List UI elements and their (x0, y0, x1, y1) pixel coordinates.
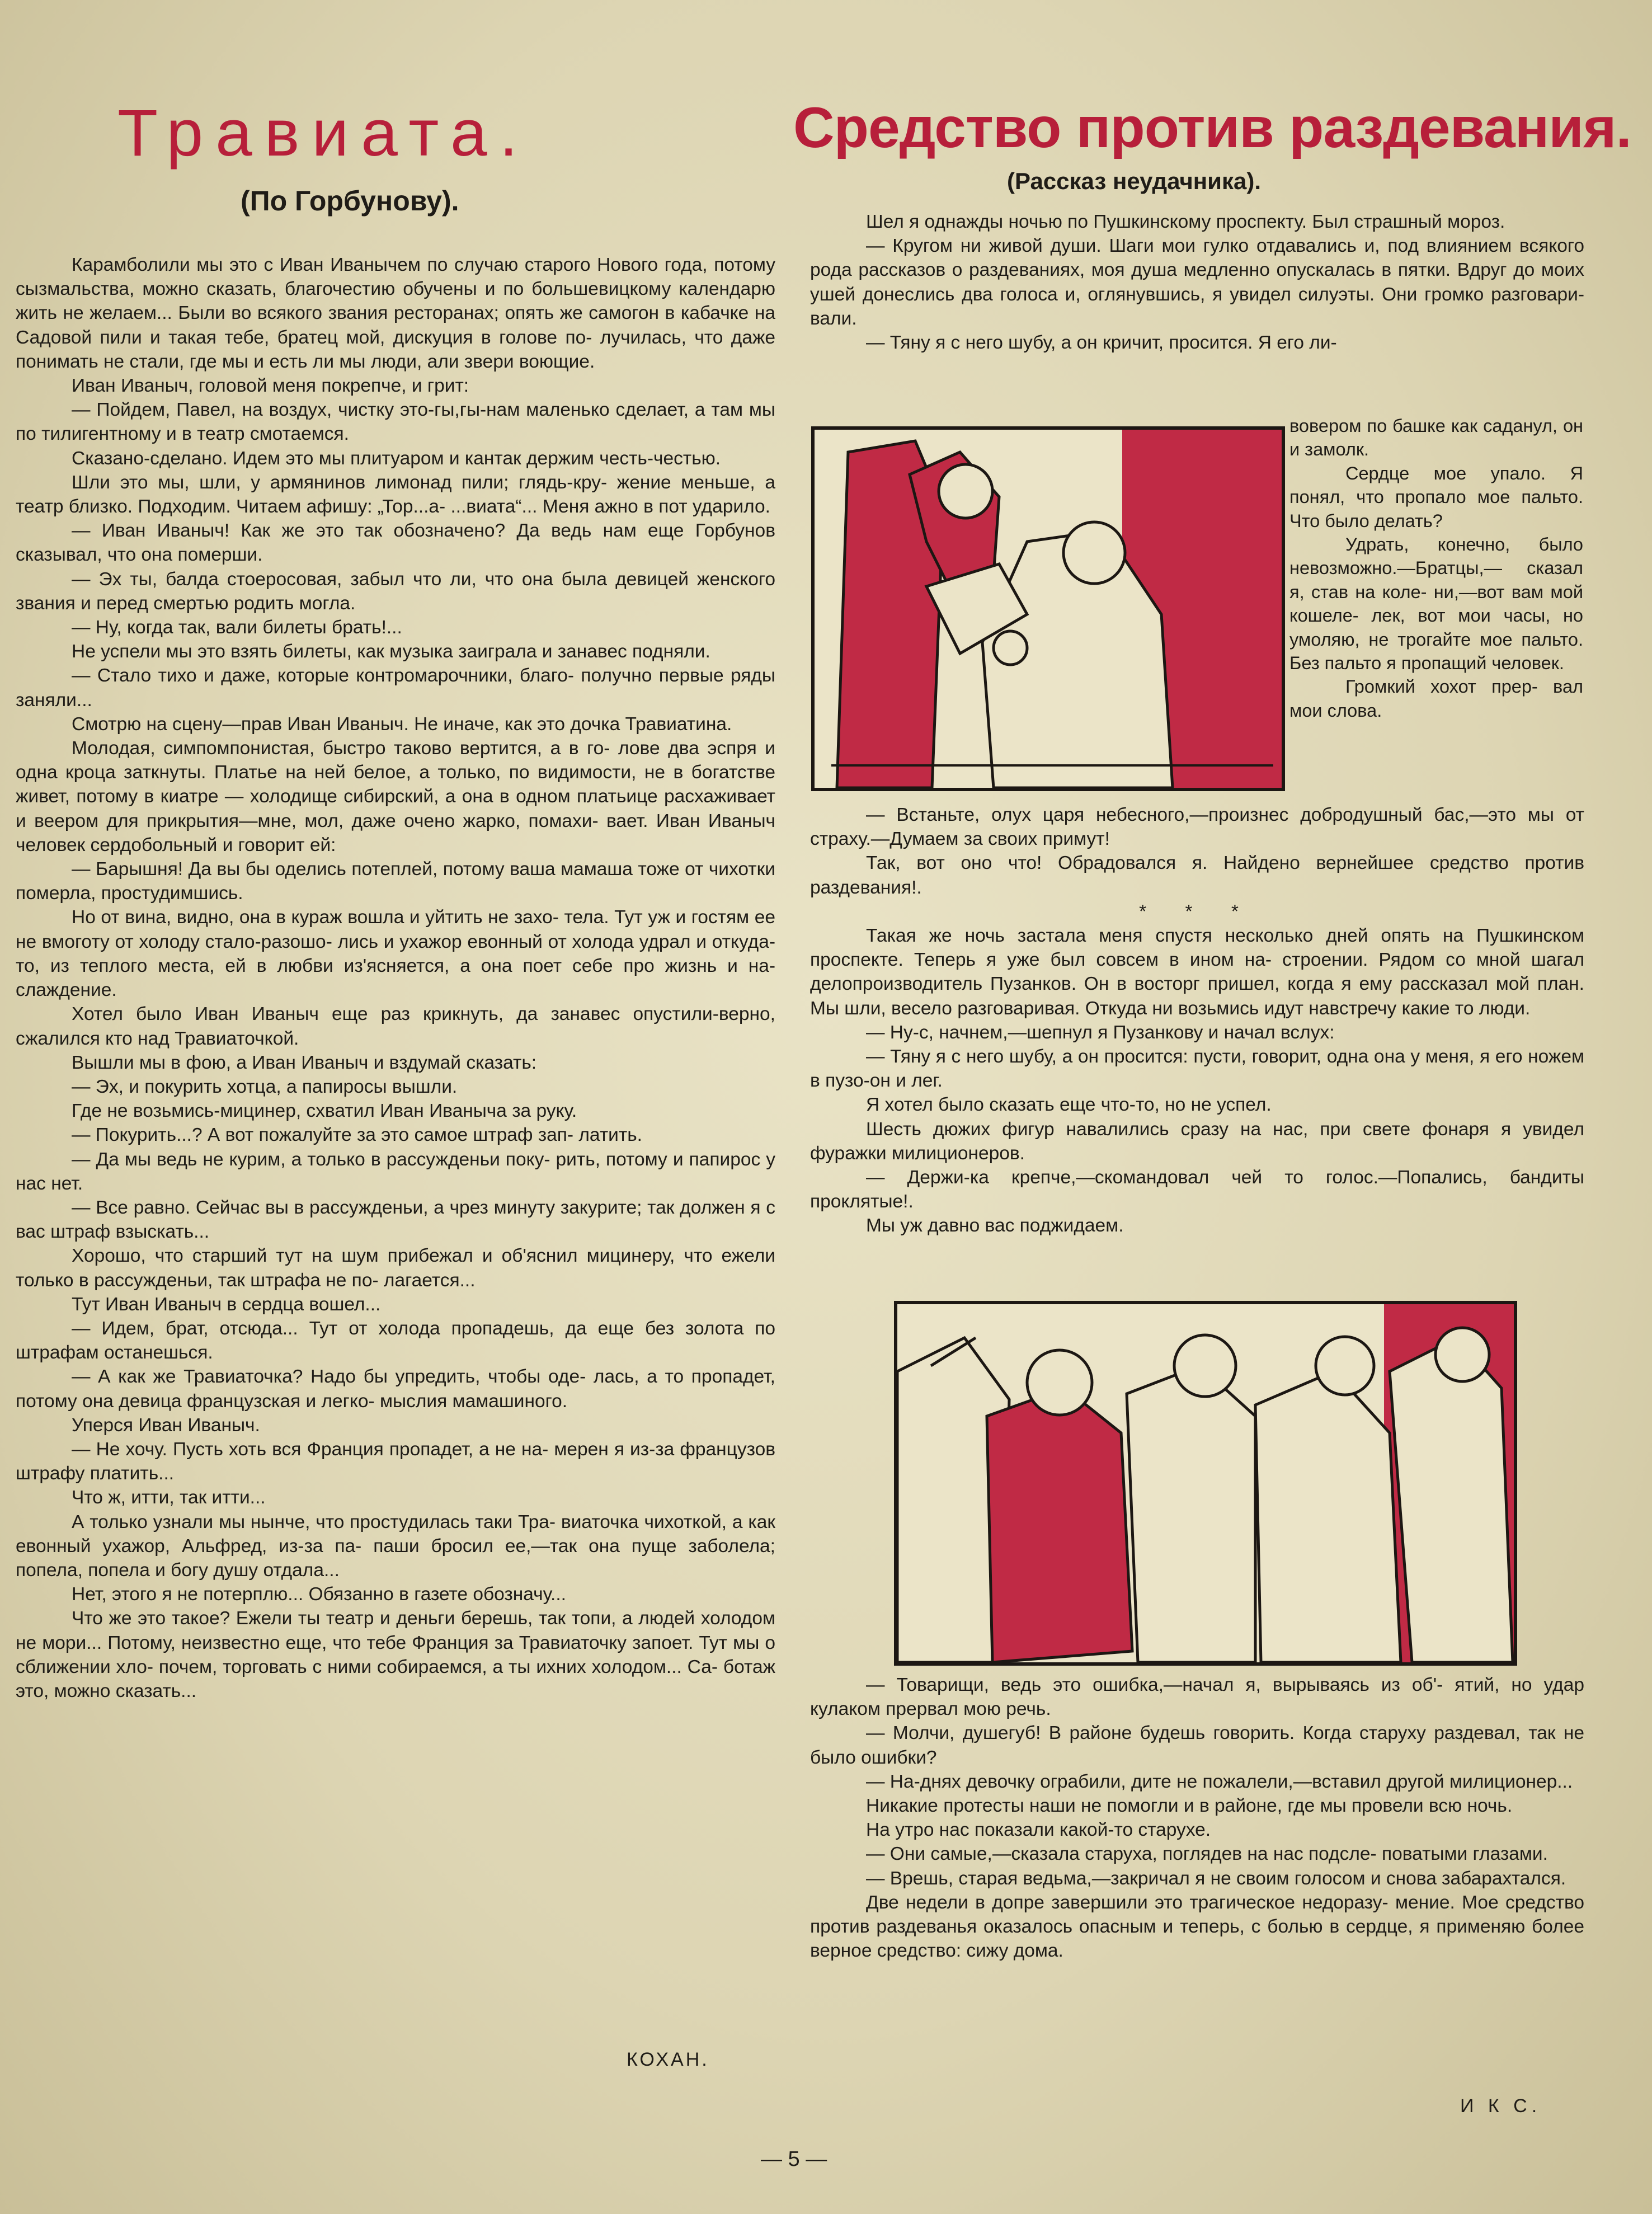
paragraph: — А как же Травиаточка? Надо бы упредить, чтобы оде- лась, а то пропадет, потому она девица французская и легко- мыслия мамашиного. (16, 1366, 775, 1412)
paragraph: А только узнали мы нынче, что простудилась таки Тра- виаточка чихоткой, а как евонный ухажор, Альфред, из-за па- паши бросил ее,—так она пуще заболела; попела, попела и богу душу отдала... (16, 1511, 775, 1581)
paragraph: Хорошо, что старший тут на шум прибежал и об'яснил мицинеру, что ежели только в рассужденьи, так штрафа не по- лагается... (16, 1245, 775, 1291)
paragraph: — Не хочу. Пусть хоть вся Франция пропадет, а не на- мерен я из-за французов штрафу платить... (16, 1439, 775, 1484)
paragraph: Хотел было Иван Иваныч еще раз крикнуть, да занавес опустили-верно, сжалился кто над Травиаточкой. (16, 1004, 775, 1049)
right-article-body-part2 (1289, 414, 1583, 722)
paragraph: — На-днях девочку ограбили, дите не пожалели,—вставил другой милиционер... (866, 1771, 1573, 1792)
paragraph: Две недели в допре завершили это трагическое недоразу- мение. Мое средство против раздеванья оказалось опасным и теперь, с болью в сердце, я применяю более верное средство: сижу дома. (810, 1892, 1584, 1962)
paragraph: — Ну, когда так, вали билеты брать!... (72, 617, 402, 638)
illustration-robbers (811, 426, 1285, 791)
paragraph: Уперся Иван Иваныч. (72, 1414, 260, 1436)
paragraph: — Идем, брат, отсюда... Тут от холода пропадешь, да еще без золота по штрафам останешься. (16, 1318, 775, 1364)
right-article-body-part4 (810, 1673, 1584, 1963)
paragraph: Шли это мы, шли, у армянинов лимонад пили; глядь-кру- жение меньше, а театр близко. Подходим. Читаем афишу: „Тор...а- ...виата“... Меня ажно в пот ударило. (16, 472, 775, 518)
separator: * * * (1139, 901, 1255, 922)
paragraph: — Врешь, старая ведьма,—закричал я не своим голосом и снова забарахтался. (866, 1868, 1566, 1889)
paragraph: — Пойдем, Павел, на воздух, чистку это-гы,гы-нам маленько сделает, а там мы по тилигентному и в театр смотаемся. (16, 399, 775, 445)
paragraph: — Тяну я с него шубу, а он просится: пусти, говорит, одна она у меня, я его ножем в пузо-он и лег. (810, 1046, 1584, 1092)
left-article-signature: КОХАН. (627, 2049, 709, 2070)
paragraph: — Покурить...? А вот пожалуйте за это самое штраф зап- латить. (72, 1125, 642, 1146)
right-article-title: Средство против раздевания. (793, 96, 1631, 159)
right-article-body-part3 (810, 803, 1584, 1238)
paragraph: Смотрю на сцену—прав Иван Иваныч. Не иначе, как это дочка Травиатина. (72, 713, 732, 735)
paragraph: На утро нас показали какой-то старухе. (866, 1820, 1211, 1841)
paragraph: — Стало тихо и даже, которые контромарочники, благо- получно первые ряды заняли... (16, 665, 775, 711)
paragraph: Нет, этого я не потерплю... Обязанно в газете обозначу... (72, 1584, 566, 1605)
paragraph: — Встаньте, олух царя небесного,—произнес добродушный бас,—это мы от страху.—Думаем за своих примут! (810, 805, 1584, 850)
paragraph: Карамболили мы это с Иван Иванычем по случаю старого Нового года, потому сызмальства, можно сказать, благочестию обучены и по большевицкому календарю жить не желаем... Были во всякого звания ресторанах; опять же самогон в кабачке на Садовой пили и такая тебе, братец мой, дискуция в голове по- лучилась, что даже понимать не стали, где мы и есть ли мы люди, али звери воющие. (16, 255, 775, 372)
paragraph: — Молчи, душегуб! В районе будешь говорить. Когда старуху раздевал, так не было ошибки? (810, 1723, 1584, 1768)
illustration-robbers-drawing (815, 430, 1282, 788)
paragraph: Я хотел было сказать еще что-то, но не успел. (866, 1094, 1272, 1116)
paragraph: Шесть дюжих фигур навалились сразу на нас, при свете фонаря я увидел фуражки милиционеров. (810, 1118, 1584, 1164)
illustration-militia-arrest (894, 1301, 1517, 1666)
paragraph: — Держи-ка крепче,—скомандовал чей то голос.—Попались, бандиты проклятые!. (810, 1167, 1584, 1212)
paragraph: Что же это такое? Ежели ты театр и деньги берешь, так топи, а людей холодом не мори... Потому, неизвестно еще, что тебе Франция за Травиаточку запоет. Тут мы о сближении хло- почем, торговать с ними собираемся, а ты ихних холодом... Са- ботаж это, можно сказать... (16, 1608, 775, 1701)
left-article-title: Травиата. (117, 96, 530, 170)
paragraph: Такая же ночь застала меня спустя несколько дней опять на Пушкинском проспекте. Теперь я уже был совсем в ином на- строении. Рядом со мной шагал делопроизводитель Пузанков. Он в восторг пришел, когда я ему рассказал мой план. Мы шли, весело разговаривая. Откуда ни возьмись идут навстречу какие то люди. (810, 925, 1584, 1019)
paragraph: Сказано-сделано. Идем это мы плитуаром и кантак держим честь-честью. (72, 448, 721, 469)
paragraph: — Тяну я с него шубу, а он кричит, просится. Я его ли- (866, 332, 1337, 354)
paragraph: Удрать, конечно, было невозможно.—Братцы,— сказал я, став на коле- ни,—вот вам мой кошеле- лек, вот мои часы, но умоляю, не трогайте мое пальто. Без пальто я пропащий человек. (1289, 534, 1583, 674)
paragraph: Так, вот оно что! Обрадовался я. Найдено вернейшее средство против раздевания!. (810, 853, 1584, 898)
paragraph: — Товарищи, ведь это ошибка,—начал я, вырываясь из об'- ятий, но удар кулаком прервал мою речь. (810, 1675, 1584, 1720)
paragraph: — Эх ты, балда стоеросовая, забыл что ли, что она была девицей женского звания и перед смертью родить могла. (16, 568, 775, 614)
paragraph: Никакие протесты наши не помогли и в районе, где мы провели всю ночь. (866, 1795, 1513, 1817)
paragraph: Где не возьмись-мицинер, схватил Иван Иваныча за руку. (72, 1101, 577, 1122)
paragraph: Мы уж давно вас поджидаем. (866, 1215, 1124, 1237)
paragraph: — Они самые,—сказала старуха, поглядев на нас подсле- поватыми глазами. (866, 1844, 1548, 1865)
paragraph: — Да мы ведь не курим, а только в рассужденьи поку- рить, потому и папирос у нас нет. (16, 1149, 775, 1194)
left-article-body (16, 253, 775, 1703)
paragraph: — Иван Иваныч! Как же это так обозначено? Да ведь нам еще Горбунов сказывал, что она померши. (16, 520, 775, 566)
paragraph: Сердце мое упало. Я понял, что пропало мое пальто. Что было делать? (1289, 463, 1583, 531)
paragraph: — Барышня! Да вы бы оделись потеплей, потому ваша мамаша тоже от чихотки померла, простудимшись. (16, 859, 775, 904)
paragraph: Но от вина, видно, она в кураж вошла и уйтить не захо- тела. Тут уж и гостям ее не вмоготу от холоду стало-разошо- лись и ухажор евонный от холода удрал и откуда-то, из теплого места, ей в любви из'ясняется, а она поет себе про жизнь и на- слаждение. (16, 907, 775, 1001)
paragraph: Шел я однажды ночью по Пушкинскому проспекту. Был страшный мороз. (866, 211, 1505, 232)
paragraph: Тут Иван Иваныч в сердца вошел... (72, 1294, 381, 1315)
paragraph: — Кругом ни живой души. Шаги мои гулко отдавались и, под влиянием всякого рода рассказов о раздеваниях, моя душа медленно опускалась в пятки. Вдруг до моих ушей донеслись два голоса и, оглянувшись, я увидел силуэты. Они громко разговари- вали. (810, 236, 1584, 329)
paragraph: Что ж, итти, так итти... (72, 1487, 266, 1508)
paragraph: — Ну-с, начнем,—шепнул я Пузанкову и начал вслух: (866, 1022, 1335, 1043)
paragraph: Не успели мы это взять билеты, как музыка заиграла и занавес подняли. (72, 641, 710, 662)
paragraph: — Эх, и покурить хотца, а папиросы вышли. (72, 1076, 458, 1097)
paragraph: Громкий хохот прер- вал мои слова. (1289, 676, 1583, 721)
page-number: — 5 — (761, 2147, 827, 2171)
left-article-subtitle: (По Горбунову). (241, 185, 459, 217)
paragraph: Вышли мы в фою, а Иван Иваныч и вздумай сказать: (72, 1052, 537, 1073)
paragraph: вовером по башке как саданул, он и замолк. (1289, 416, 1583, 460)
illustration-militia-arrest-drawing (897, 1304, 1514, 1662)
right-article-subtitle: (Рассказ неудачника). (1007, 168, 1262, 194)
paragraph: Иван Иваныч, головой меня покрепче, и грит: (72, 375, 469, 397)
right-article-body-part1 (810, 210, 1584, 355)
right-article-signature: И К С. (1460, 2095, 1542, 2117)
paragraph: — Все равно. Сейчас вы в рассужденьи, а чрез минуту закурите; так должен я с вас штраф взыскать... (16, 1197, 775, 1243)
paragraph: Молодая, симпомпонистая, быстро таково вертится, а в го- лове два эспря и одна кроца заткнуты. Платье на ней белое, а только, по видимости, не в богатстве живет, потому в киатре — холодище сибирский, а она в одном платьице расхаживает и веером для прикрытия—мне, мол, даже очено жарко, помахи- вает. Иван Иваныч человек сердобольный и говорит ей: (16, 738, 775, 855)
